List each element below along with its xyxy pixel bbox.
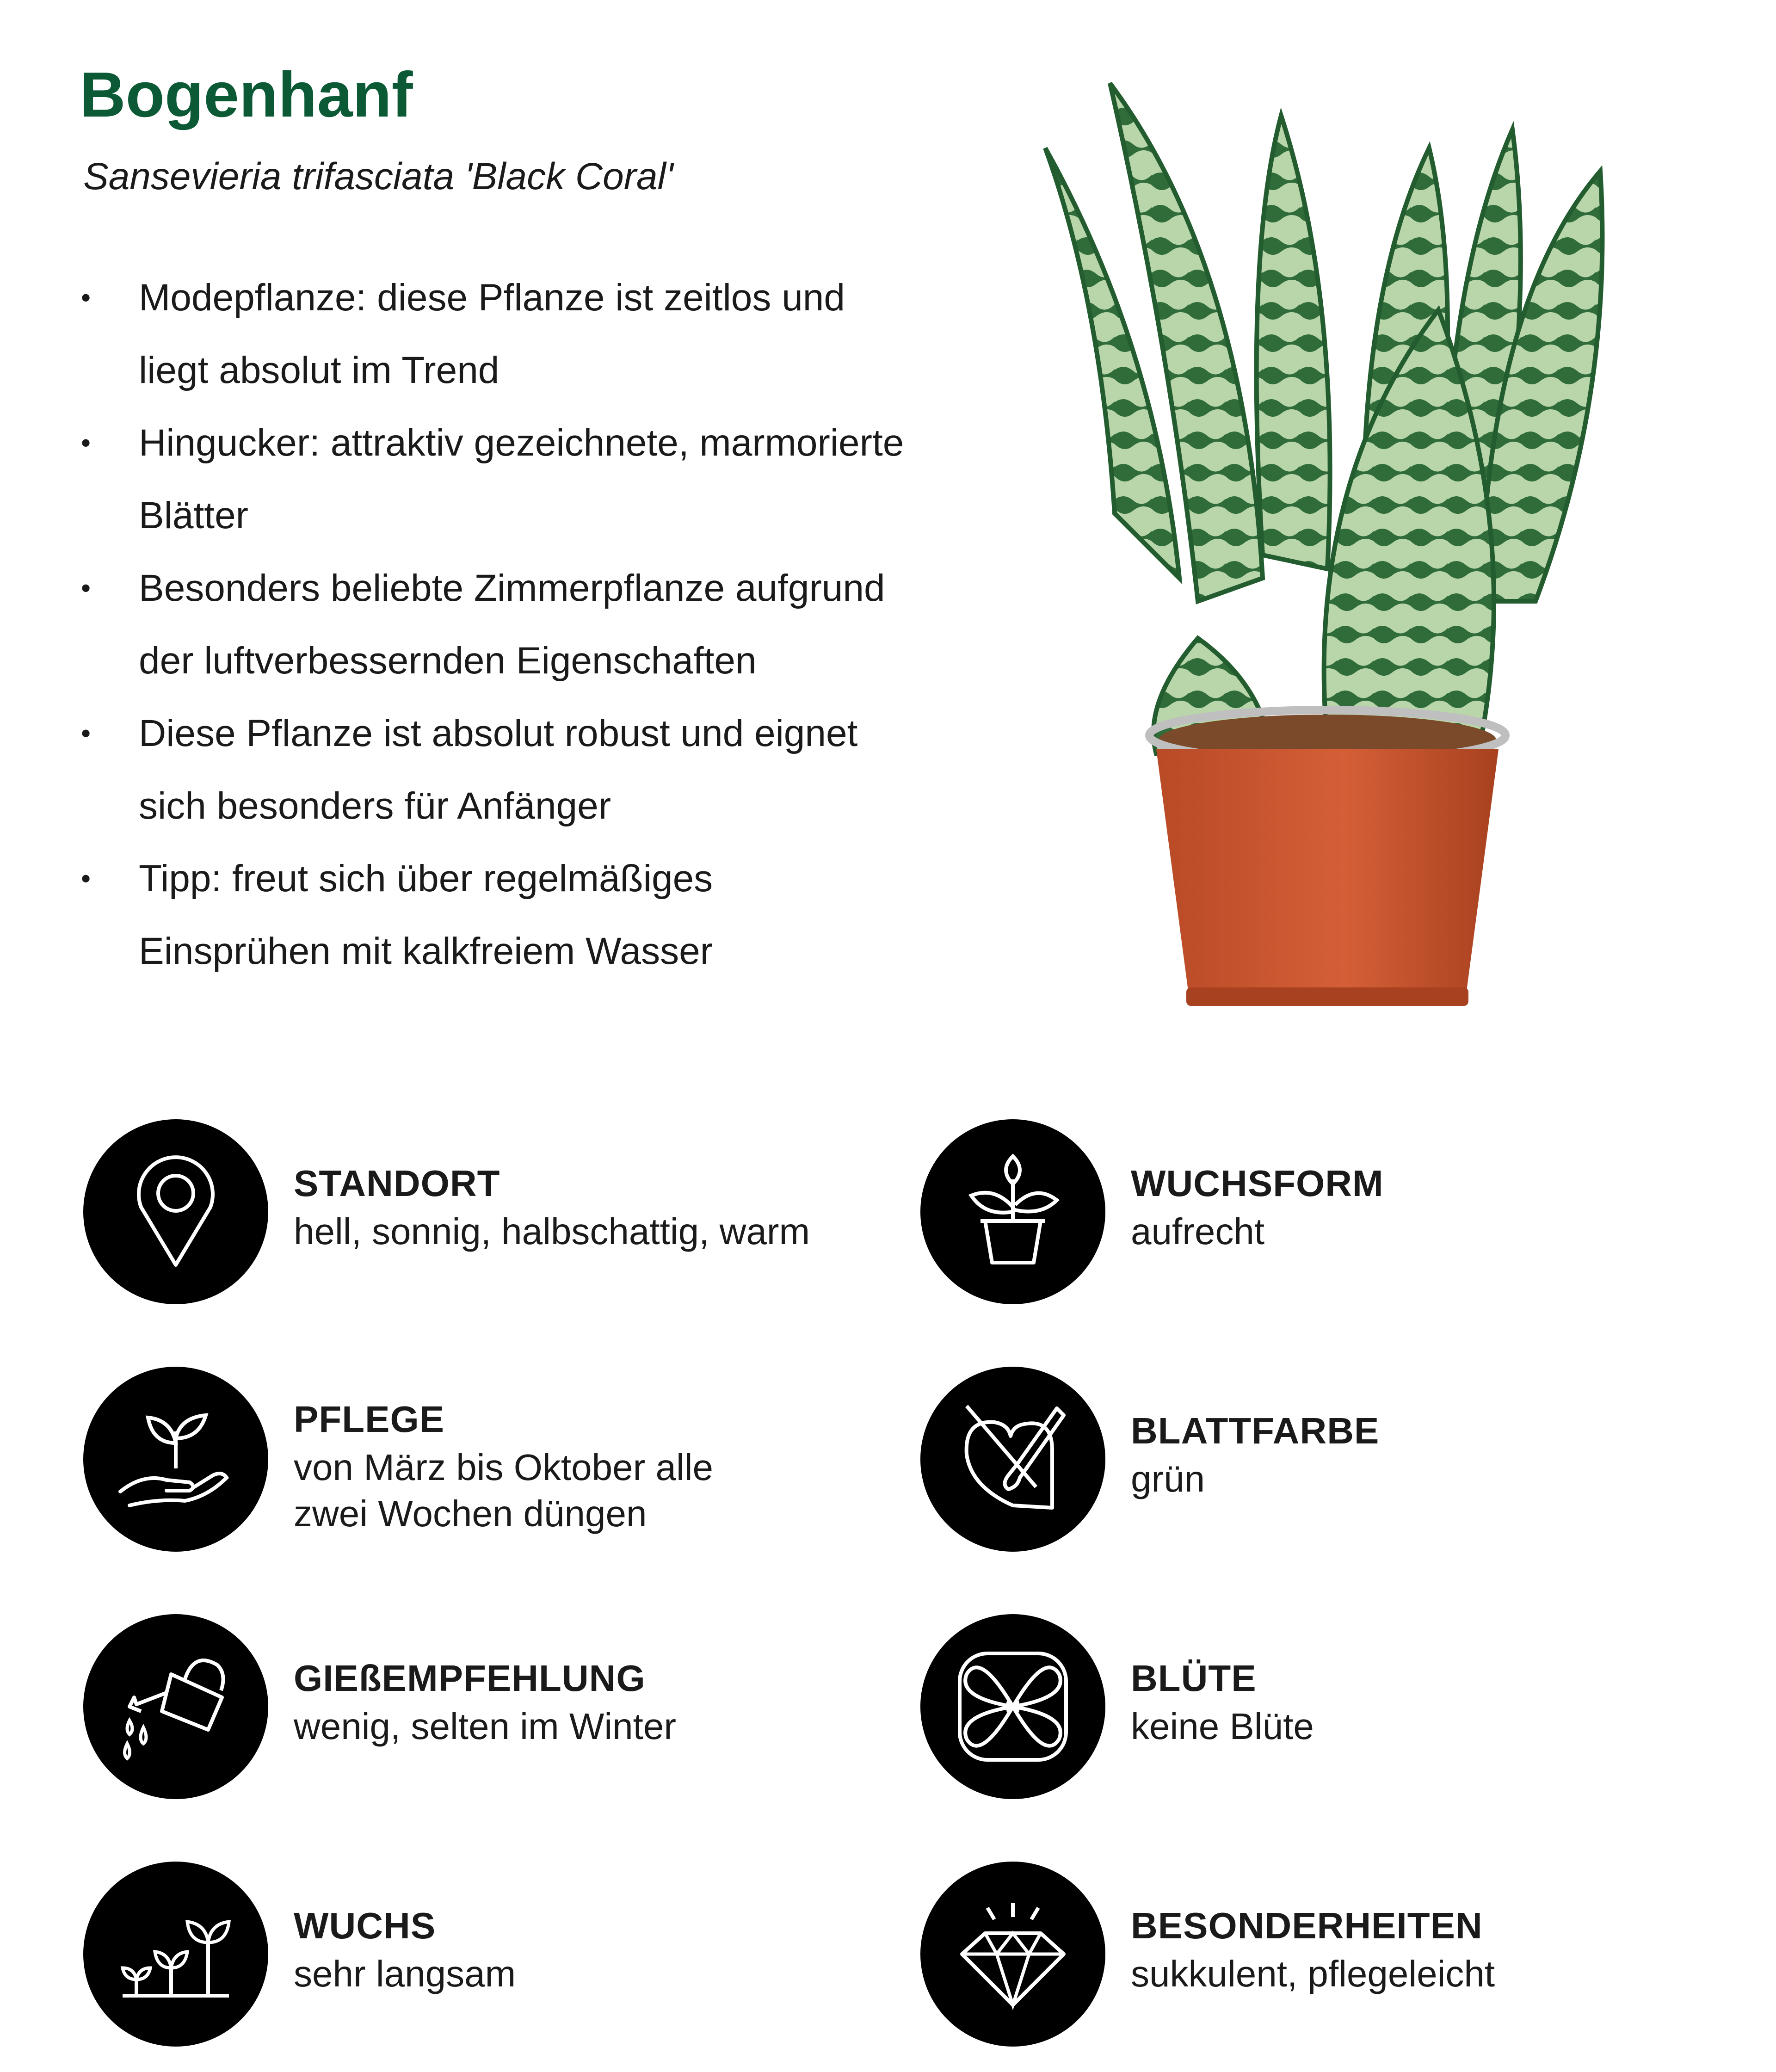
list-item: • Besonders beliebte Zimmerpflanze aufgrund der luftverbessernden Eigenschaften [81, 552, 913, 697]
feature-value: sehr langsam [294, 1953, 516, 1994]
feature-besonderheiten [920, 1862, 1730, 2056]
flower-icon [953, 1646, 1073, 1767]
feature-label: BESONDERHEITEN [1131, 1905, 1483, 1946]
feature-value: hell, sonnig, halbschattig, warm [294, 1211, 810, 1252]
feature-wuchsform [920, 1119, 1730, 1314]
potted-plant-icon [953, 1152, 1073, 1272]
botanical-name: Sansevieria trifasciata 'Black Coral' [83, 155, 673, 197]
feature-value: wenig, selten im Winter [294, 1706, 676, 1747]
feature-label: WUCHS [294, 1905, 436, 1946]
growing-sprouts-icon [116, 1894, 236, 2014]
feature-wuchs [83, 1862, 893, 2056]
plant-photo [1004, 69, 1642, 1018]
feature-value: grün [1131, 1458, 1205, 1499]
location-pin-icon [116, 1152, 236, 1272]
feature-giessempfehlung [83, 1614, 893, 1808]
watering-can-icon [116, 1646, 236, 1767]
list-item: • Tipp: freut sich über regelmäßiges Einsprühen mit kalkfreiem Wasser [81, 842, 913, 987]
feature-bluete [920, 1614, 1730, 1808]
feature-label: BLÜTE [1131, 1658, 1257, 1699]
page-title: Bogenhanf [80, 59, 413, 130]
feature-value: keine Blüte [1131, 1706, 1314, 1747]
list-item: • Hingucker: attraktiv gezeichnete, marmorierte Blätter [81, 407, 913, 552]
feature-label: BLATTFARBE [1131, 1410, 1380, 1451]
feature-value: von März bis Oktober alle zwei Wochen düngen [294, 1447, 714, 1534]
list-item: • Diese Pflanze ist absolut robust und eignet sich besonders für Anfänger [81, 697, 913, 842]
list-item: • Modepflanze: diese Pflanze ist zeitlos und liegt absolut im Trend [81, 261, 913, 407]
feature-pflege [83, 1367, 893, 1561]
feature-value: sukkulent, pflegeleicht [1131, 1953, 1495, 1994]
diamond-icon [953, 1894, 1073, 2014]
leaf-brush-icon [953, 1399, 1073, 1519]
feature-label: PFLEGE [294, 1399, 445, 1440]
feature-label: GIEßEMPFEHLUNG [294, 1658, 646, 1699]
hand-seedling-icon [116, 1399, 236, 1519]
feature-value: aufrecht [1131, 1211, 1265, 1252]
feature-label: WUCHSFORM [1131, 1163, 1384, 1204]
feature-standort [83, 1119, 893, 1314]
feature-blattfarbe [920, 1367, 1730, 1561]
feature-label: STANDORT [294, 1163, 500, 1204]
feature-list [81, 261, 913, 987]
